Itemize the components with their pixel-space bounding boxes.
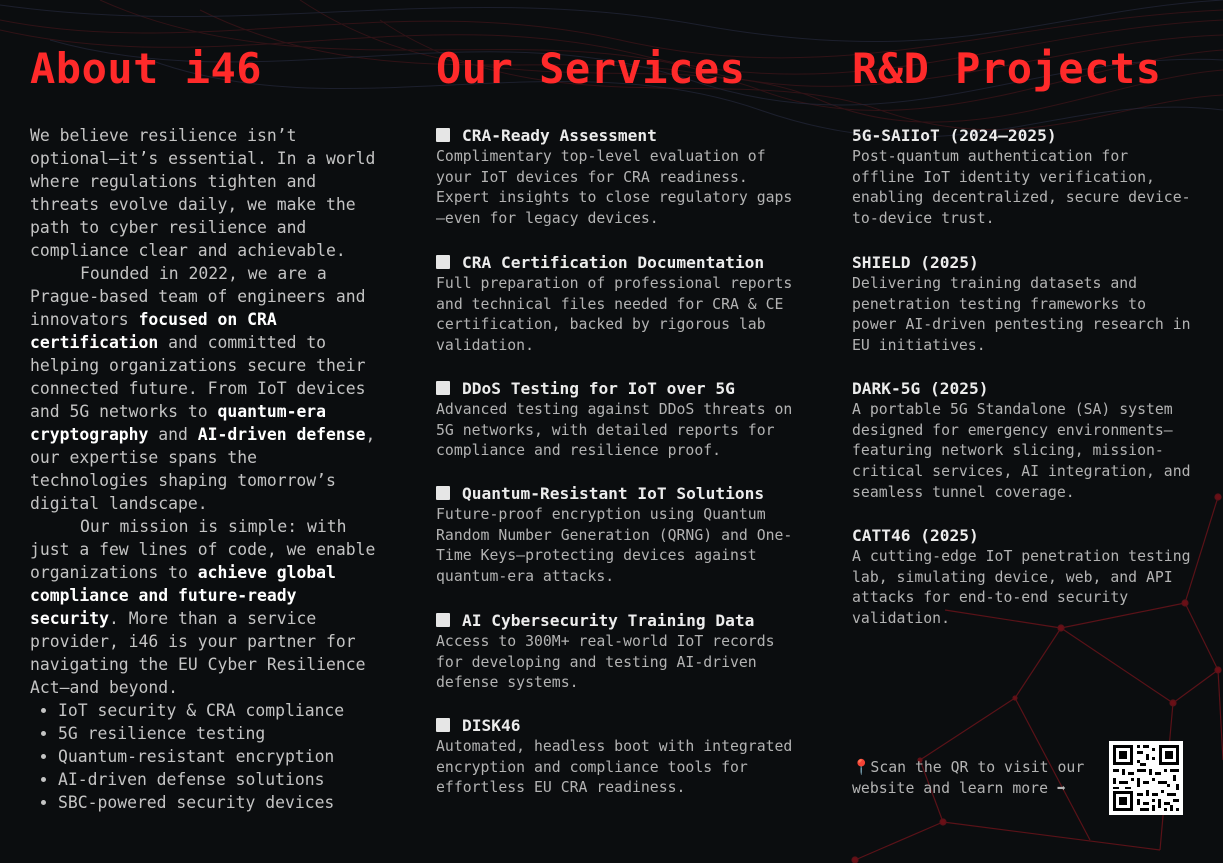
about-paragraph-3 <box>30 515 380 699</box>
text-run: , our expertise spans the technologies shaping tomorrow’s digital landscape. <box>30 425 376 513</box>
service-item <box>436 715 796 799</box>
checkbox-icon <box>436 613 450 627</box>
project-item <box>852 125 1192 230</box>
service-description: Full preparation of professional reports and technical files needed for CRA & CE certification, backed by rigorous lab validation. <box>436 275 793 355</box>
about-paragraph-2 <box>30 262 380 515</box>
service-title: DISK46 <box>462 716 521 735</box>
about-paragraph-1: We believe resilience isn’t optional—it’s essential. In a world where regulations tighten and threats evolve daily, we make the path to cyber resilience and compliance clear and achievable. <box>30 126 376 260</box>
text-run: Founded in 2022, we are a Prague-based team of engineers and innovators <box>30 264 366 329</box>
capability-list <box>30 699 380 814</box>
checkbox-icon <box>436 718 450 732</box>
list-item: • SBC-powered security devices <box>58 791 380 814</box>
project-description: A portable 5G Standalone (SA) system designed for emergency environments—featuring network slicing, mission-critical services, AI integration, and seamless tunnel coverage. <box>852 401 1191 501</box>
service-title: AI Cybersecurity Training Data <box>462 611 755 630</box>
list-item: • 5G resilience testing <box>58 722 380 745</box>
service-item <box>436 125 796 230</box>
checkbox-icon <box>436 486 450 500</box>
highlight-text: AI-driven defense <box>197 425 366 444</box>
project-title: CATT46 (2025) <box>852 526 979 545</box>
list-item: • IoT security & CRA compliance <box>58 699 380 722</box>
list-item: • Quantum-resistant encryption <box>58 745 380 768</box>
service-description: Future-proof encryption using Quantum Random Number Generation (QRNG) and One-Time Keys—protecting devices against quantum-era attacks. <box>436 506 793 586</box>
highlight-text: focused on CRA certification <box>30 310 277 352</box>
list-item: • AI-driven defense solutions <box>58 768 380 791</box>
service-title: CRA Certification Documentation <box>462 253 765 272</box>
services-heading: Our Services <box>436 44 746 93</box>
about-heading: About i46 <box>30 44 263 93</box>
project-item <box>852 525 1192 630</box>
project-item <box>852 378 1192 504</box>
projects-heading: R&D Projects <box>852 44 1162 93</box>
service-description: Advanced testing against DDoS threats on 5G networks, with detailed reports for compliance and resilience proof. <box>436 401 793 460</box>
qr-code[interactable] <box>1109 741 1183 815</box>
service-title: CRA-Ready Assessment <box>462 126 657 145</box>
project-title: 5G-SAIIoT (2024–2025) <box>852 126 1057 145</box>
text-run: . More than a service provider, i46 is your partner for navigating the EU Cyber Resilience Act—and beyond. <box>30 609 366 697</box>
checkbox-icon <box>436 381 450 395</box>
about-body <box>30 124 380 814</box>
highlight-text: quantum-era cryptography <box>30 402 327 444</box>
project-description: Post-quantum authentication for offline IoT identity verification, enabling decentralized, secure device-to-device trust. <box>852 148 1191 228</box>
service-description: Automated, headless boot with integrated encryption and compliance tools for effortless EU CRA readiness. <box>436 738 793 797</box>
service-item <box>436 252 796 357</box>
checkbox-icon <box>436 128 450 142</box>
project-title: DARK-5G (2025) <box>852 379 989 398</box>
service-title: DDoS Testing for IoT over 5G <box>462 379 735 398</box>
project-item <box>852 252 1192 357</box>
qr-caption: 📍Scan the QR to visit our website and learn more ➡ <box>852 759 1085 797</box>
project-description: A cutting-edge IoT penetration testing lab, simulating device, web, and API attacks for end-to-end security validation. <box>852 548 1191 628</box>
service-item <box>436 483 796 588</box>
highlight-text: achieve global compliance and future-ready security <box>30 563 336 628</box>
project-description: Delivering training datasets and penetration testing frameworks to power AI-driven pentesting research in EU initiatives. <box>852 275 1191 355</box>
text-run: and committed to helping organizations secure their connected future. From IoT devices and 5G networks to <box>30 333 366 421</box>
project-title: SHIELD (2025) <box>852 253 979 272</box>
service-description: Complimentary top-level evaluation of your IoT devices for CRA readiness. Expert insights to close regulatory gaps—even for legacy devices. <box>436 148 793 228</box>
service-item <box>436 610 796 694</box>
service-description: Access to 300M+ real-world IoT records for developing and testing AI-driven defense systems. <box>436 633 775 692</box>
checkbox-icon <box>436 255 450 269</box>
service-title: Quantum-Resistant IoT Solutions <box>462 484 765 503</box>
service-item <box>436 378 796 462</box>
text-run: and <box>148 425 198 444</box>
text-run: Our mission is simple: with just a few lines of code, we enable organizations to <box>30 517 376 582</box>
